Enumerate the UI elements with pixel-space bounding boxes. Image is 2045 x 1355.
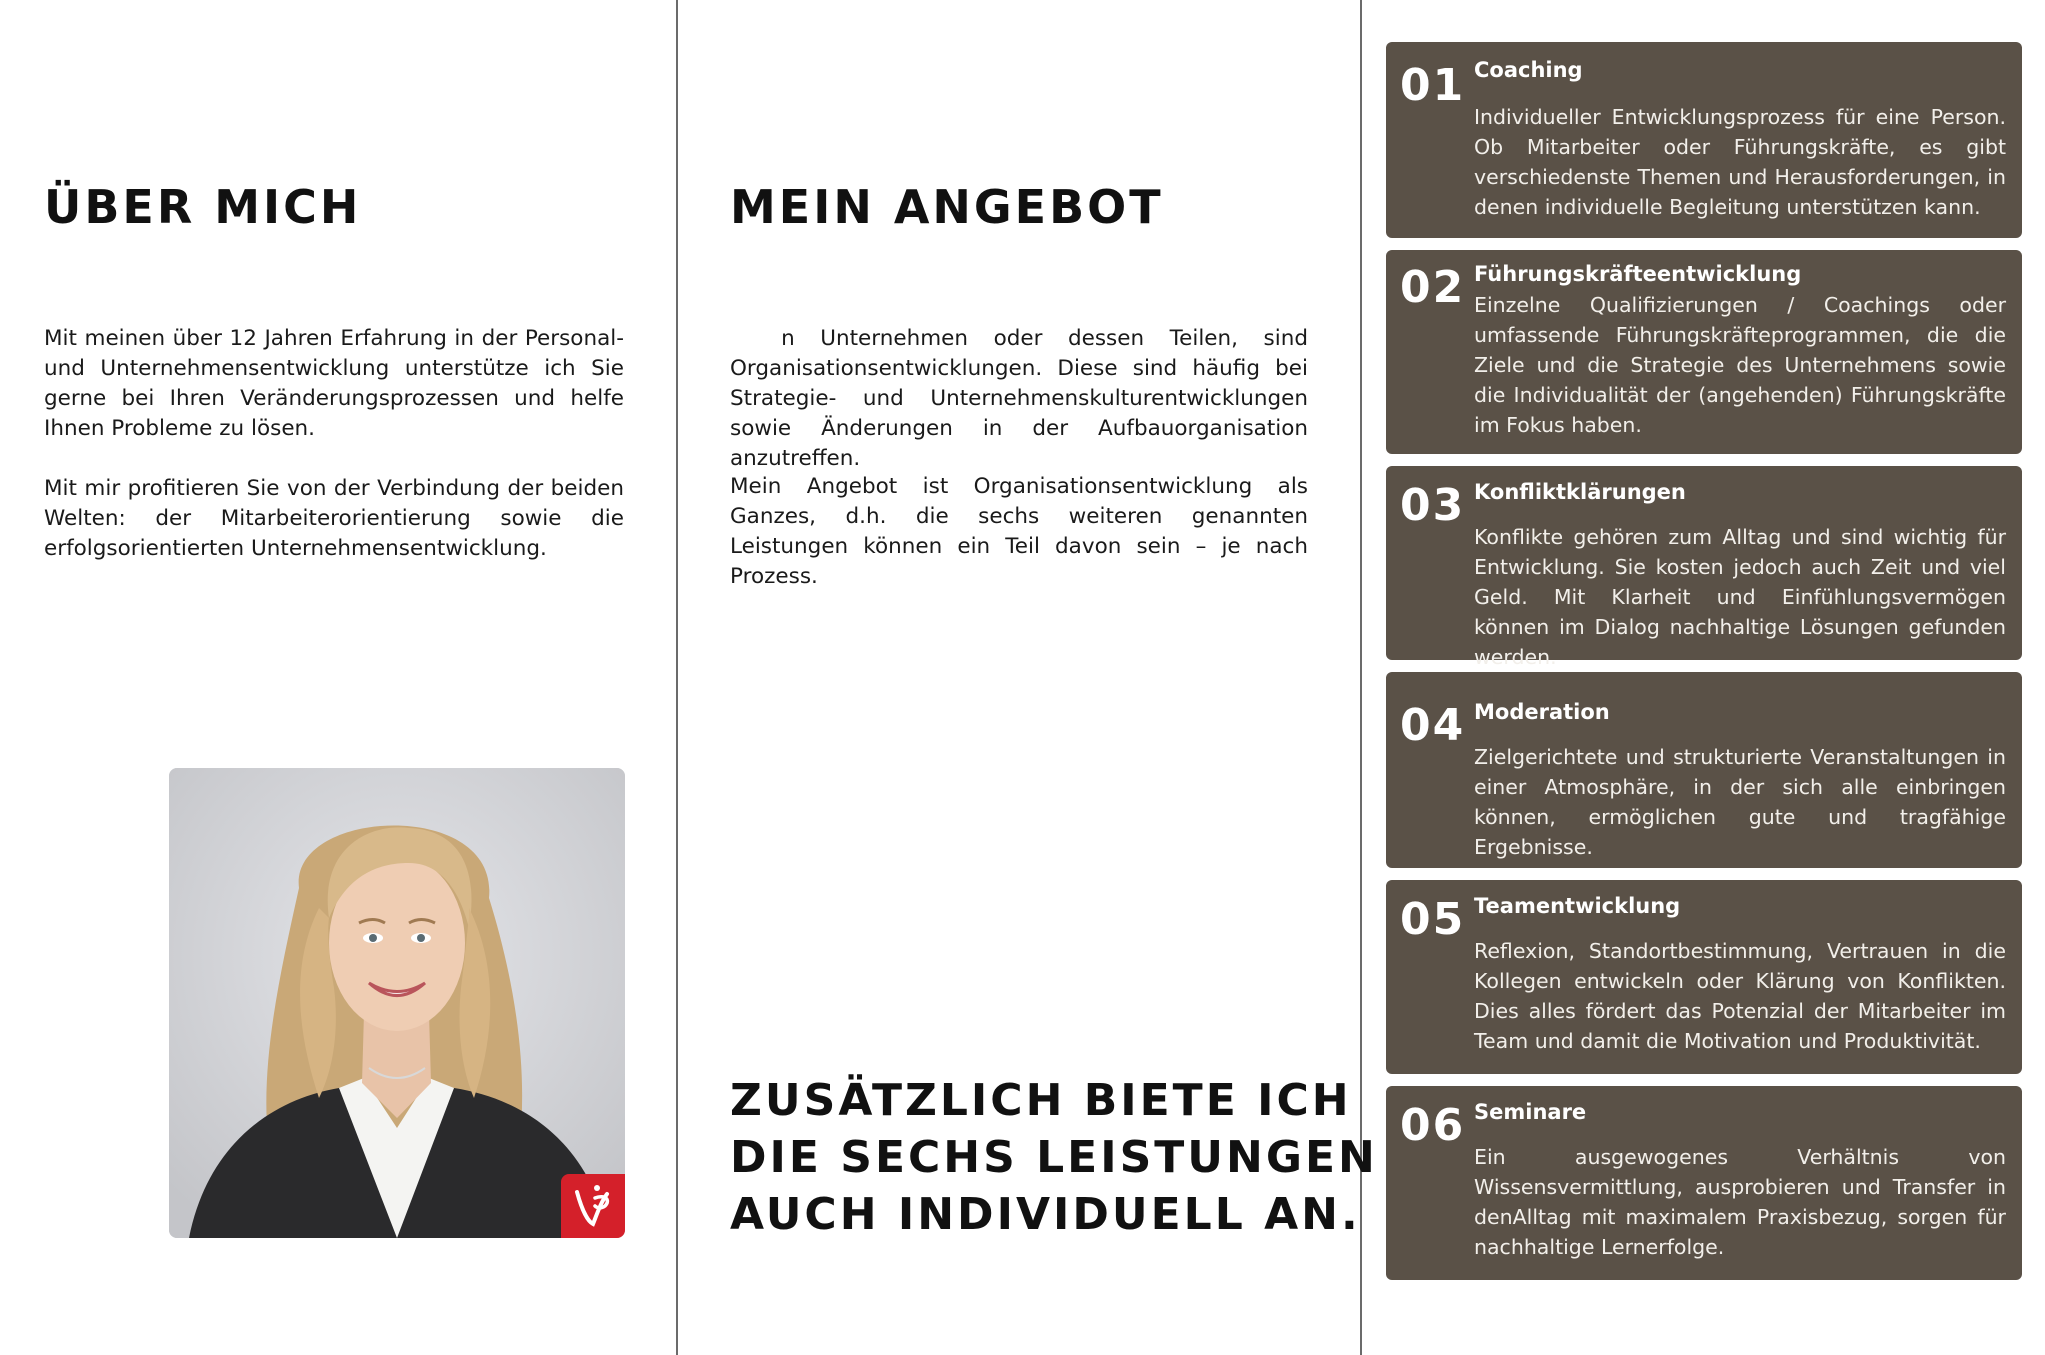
service-text: Zielgerichtete und strukturierte Veranstaltungen in einer Atmosphäre, in der sich alle einbringen können, ermöglichen gute und tragfähige Ergebnisse. — [1474, 745, 2006, 859]
service-number: 06 — [1400, 1100, 1466, 1151]
service-text: Reflexion, Standortbestimmung, Vertrauen in die Kollegen entwickeln oder Klärung von Konflikten. Dies alles fördert das Potenzial der Mitarbeiter im Team und damit die Motivation und Produktivität. — [1474, 939, 2006, 1053]
mein-angebot-paragraph-1: n Unternehmen oder dessen Teilen, sind Organisationsentwicklungen. Diese sind häufig bei Strategie- und Unternehmenskulturentwicklungen sowie Änderungen in der Aufbauorganisation anzutreffen. — [730, 326, 1315, 471]
service-text: Individueller Entwicklungsprozess für eine Person. Ob Mitarbeiter oder Führungskräfte, es gibt verschiedenste Themen und Herausforderungen, in denen individuelle Begleitung unterstützen kann. — [1474, 105, 2006, 219]
service-title: Seminare — [1474, 1100, 1587, 1124]
service-title: Führungskräfteentwicklung — [1474, 262, 1802, 286]
service-text: Ein ausgewogenes Verhältnis von Wissensvermittlung, ausprobieren und Transfer in denAlltag mit maximalem Praxisbezug, sorgen für nachhaltige Lernerfolge. — [1474, 1145, 2006, 1259]
service-text: Einzelne Qualifizierungen / Coachings oder umfassende Führungskräfteprogrammen, die die Ziele und die Strategie des Unternehmens sowie die Individualität der (angehenden) Führungskräfte im Fokus haben. — [1474, 293, 2006, 437]
ueber-mich-paragraph-2: Mit mir profitieren Sie von der Verbindung der beiden Welten: der Mitarbeiterorientierung sowie die erfolgsorientierten Unternehmensentwicklung. — [44, 476, 624, 561]
service-card-konfliktklaerungen — [1386, 466, 2022, 669]
service-card-teamentwicklung — [1386, 880, 2022, 1074]
portrait-illustration — [169, 768, 625, 1238]
service-text: Konflikte gehören zum Alltag und sind wichtig für Entwicklung. Sie kosten jedoch auch Zeit und viel Geld. Mit Klarheit und Einfühlungsvermögen können im Dialog nachhaltige Lösungen gefunden werden. — [1474, 525, 2006, 669]
closing-line-3: AUCH INDIVIDUELL AN. — [730, 1189, 1361, 1240]
ueber-mich-paragraph-1: Mit meinen über 12 Jahren Erfahrung in der Personal- und Unternehmensentwicklung unterstütze ich Sie gerne bei Ihren Veränderungsprozessen und helfe Ihnen Probleme zu lösen. — [44, 326, 624, 441]
service-title: Konfliktklärungen — [1474, 480, 1686, 504]
service-card-moderation — [1386, 672, 2022, 868]
closing-statement — [730, 1072, 1378, 1243]
mein-angebot-paragraph-2: Mein Angebot ist Organisationsentwicklung als Ganzes, d.h. die sechs weiteren genannten Leistungen können ein Teil davon sein – je nach Prozess. — [730, 474, 1308, 589]
column-divider-left — [676, 0, 678, 1355]
service-card-coaching — [1386, 42, 2022, 238]
service-number: 05 — [1400, 894, 1466, 945]
service-number: 01 — [1400, 60, 1466, 111]
ueber-mich-heading: ÜBER MICH — [44, 180, 362, 234]
brand-logo-icon — [561, 1174, 625, 1238]
portrait-photo — [169, 768, 625, 1238]
service-card-seminare — [1386, 1086, 2022, 1280]
service-title: Teamentwicklung — [1474, 894, 1681, 918]
service-card-fuehrungskraefteentwicklung — [1386, 250, 2022, 454]
service-number: 04 — [1400, 700, 1466, 751]
mein-angebot-heading: MEIN ANGEBOT — [730, 180, 1164, 234]
service-title: Coaching — [1474, 58, 1583, 82]
closing-line-2: DIE SECHS LEISTUNGEN — [730, 1132, 1378, 1183]
service-number: 02 — [1400, 262, 1466, 313]
service-number: 03 — [1400, 480, 1466, 531]
service-title: Moderation — [1474, 700, 1610, 724]
closing-line-1: ZUSÄTZLICH BIETE ICH — [730, 1075, 1352, 1126]
